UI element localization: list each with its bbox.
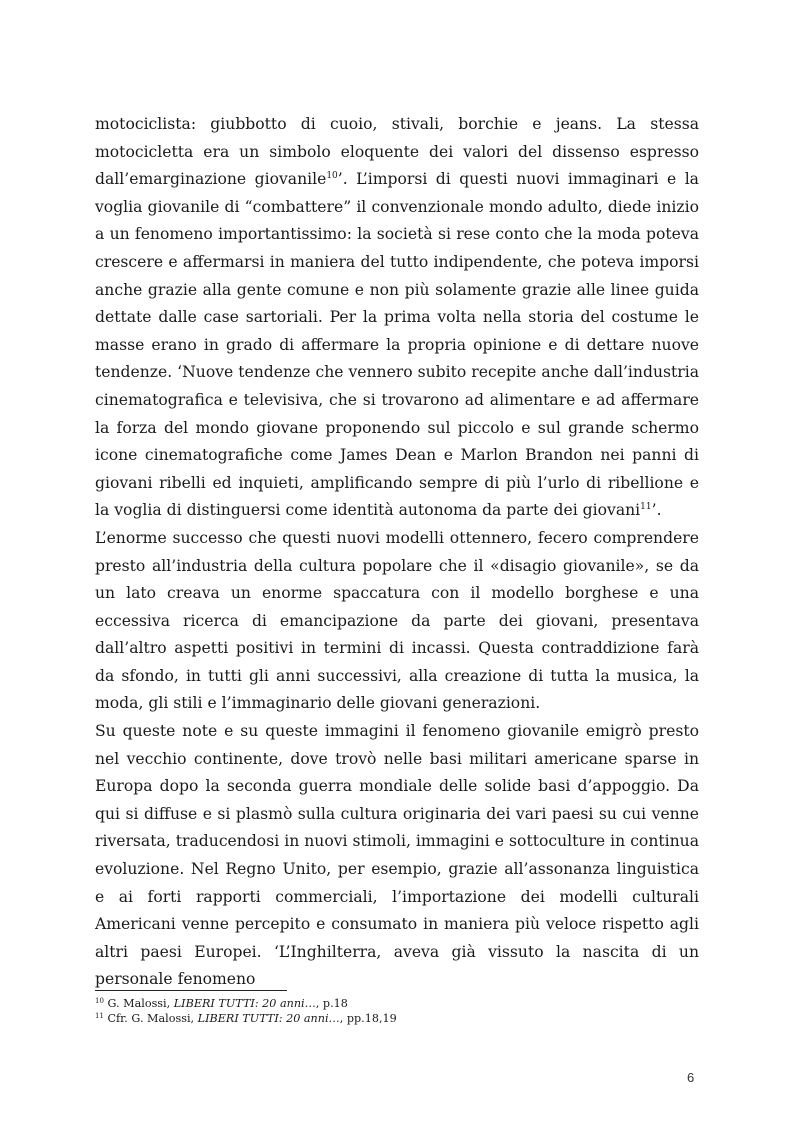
text-run: ’. [651, 501, 662, 520]
footnote-number: 11 [95, 1012, 104, 1020]
footnote-title: LIBERI TUTTI: 20 anni… [173, 997, 316, 1010]
footnote-reference: 11 [640, 502, 652, 513]
text-run: Su queste note e su queste immagini il fenomeno giovanile emigrò presto nel vecchio continente, dove trovò nelle basi militari americane sparse in Europa dopo la seconda guerra mondiale delle solide basi d’appoggio. Da qui si diffuse e si plasmò sulla cultura originaria dei vari paesi su cui venne riversata, traducendosi in nuovi stimoli, immagini e sottoculture in continua evoluzione. Nel Regno Unito, per esempio, grazie all’assonanza linguistica e ai forti rapporti commerciali, l’importazione dei modelli culturali Americani venne percepito e consumato in maniera più veloce rispetto agli altri paesi Europei. ‘L’Inghilterra, aveva già vissuto la nascita di un personale fenomeno [95, 722, 699, 989]
paragraph [95, 111, 699, 525]
body-text [95, 111, 699, 994]
footnote-title: LIBERI TUTTI: 20 anni… [197, 1012, 340, 1025]
footnote [95, 1011, 699, 1026]
footnote-number: 10 [95, 997, 104, 1005]
footnote-text: , p.18 [315, 997, 348, 1010]
footnote [95, 996, 699, 1011]
footnotes [95, 996, 699, 1026]
footnote-text: Cfr. G. Malossi, [103, 1012, 198, 1025]
text-run: L’enorme successo che questi nuovi modelli ottennero, fecero comprendere presto all’industria della cultura popolare che il «disagio giovanile», se da un lato creava un enorme spaccatura con il modello borghese e una eccessiva ricerca di emancipazione da parte dei giovani, presentava dall’altro aspetti positivi in termini di incassi. Questa contraddizione farà da sfondo, in tutti gli anni successivi, alla creazione di tutta la musica, la moda, gli stili e l’immaginario delle giovani generazioni. [95, 528, 699, 713]
footnote-text: , pp.18,19 [339, 1012, 397, 1025]
paragraph [95, 525, 699, 718]
paragraph [95, 718, 699, 994]
footnote-reference: 10 [326, 171, 338, 182]
footnote-text: G. Malossi, [103, 997, 174, 1010]
text-run: ’. L’imporsi di questi nuovi immaginari e la voglia giovanile di “combattere” il convenzionale mondo adulto, diede inizio a un fenomeno importantissimo: la società si rese conto che la moda poteva crescere e affermarsi in maniera del tutto indipendente, che poteva imporsi anche grazie alla gente comune e non più solamente grazie alle linee guida dettate dalle case sartoriali. Per la prima volta nella storia del costume le masse erano in grado di affermare la propria opinione e di dettare nuove tendenze. ‘Nuove tendenze che vennero subito recepite anche dall’industria cinematografica e televisiva, che si trovarono ad alimentare e ad affermare la forza del mondo giovane proponendo sul piccolo e sul grande schermo icone cinematografiche come James Dean e Marlon Brandon nei panni di giovani ribelli ed inquieti, amplificando sempre di più l’urlo di ribellione e la voglia di distinguersi come identità autonoma da parte dei giovani [95, 170, 699, 520]
text-run: motociclista: giubbotto di cuoio, stivali, borchie e jeans. La stessa motocicletta era un simbolo eloquente dei valori del dissenso espresso dall’emarginazione giovanile [95, 115, 699, 189]
page-number: 6 [687, 1070, 695, 1085]
footnote-separator [95, 990, 287, 991]
